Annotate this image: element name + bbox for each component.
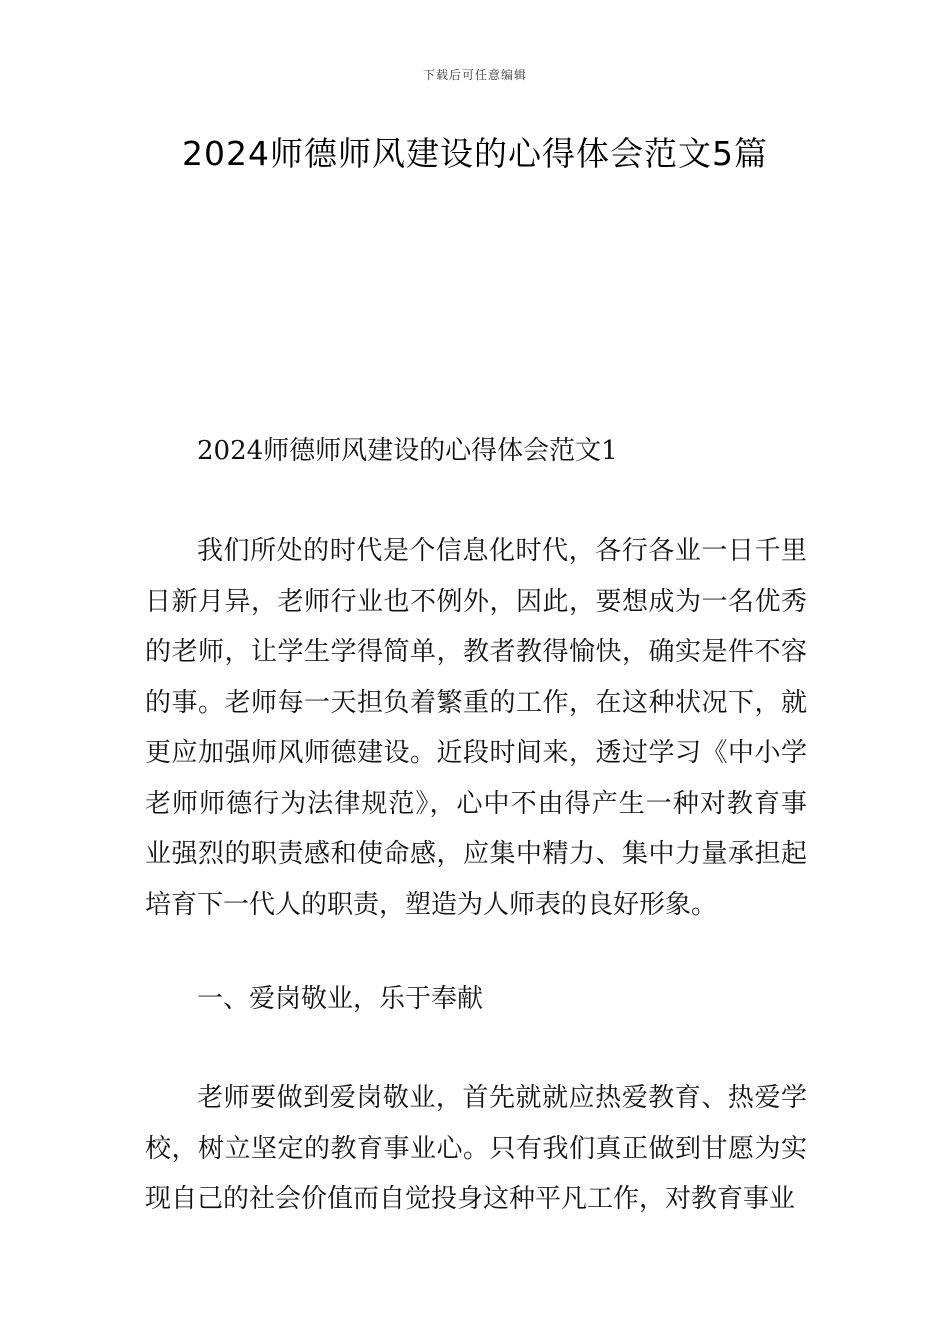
subheading-1: 一、爱岗敬业，乐于奉献 xyxy=(197,984,484,1014)
section-title: 2024师德师风建设的心得体会范文1 xyxy=(197,436,618,466)
paragraph-1: 我们所处的时代是个信息化时代，各行各业一日千里日新月异，老师行业也不例外，因此，要想成为一名优秀的老师，让学生学得简单，教者教得愉快，确实是件不容的事。老师每一天担负着繁重的工作，在这种状况下，就更应加强师风师德建设。近段时间来，透过学习《中小学老师师德行为法律规范》，心中不由得产生一种对教育事业强烈的职责感和使命感，应集中精力、集中力量承担起培育下一代人的职责，塑造为人师表的良好形象。 xyxy=(145,536,807,920)
header-note: 下载后可任意编辑 xyxy=(422,68,527,82)
document-title: 2024师德师风建设的心得体会范文5篇 xyxy=(182,134,768,173)
paragraph-2: 老师要做到爱岗敬业，首先就就应热爱教育、热爱学校，树立坚定的教育事业心。只有我们真正做到甘愿为实现自己的社会价值而自觉投身这种平凡工作，对教育事业 xyxy=(145,1083,807,1214)
